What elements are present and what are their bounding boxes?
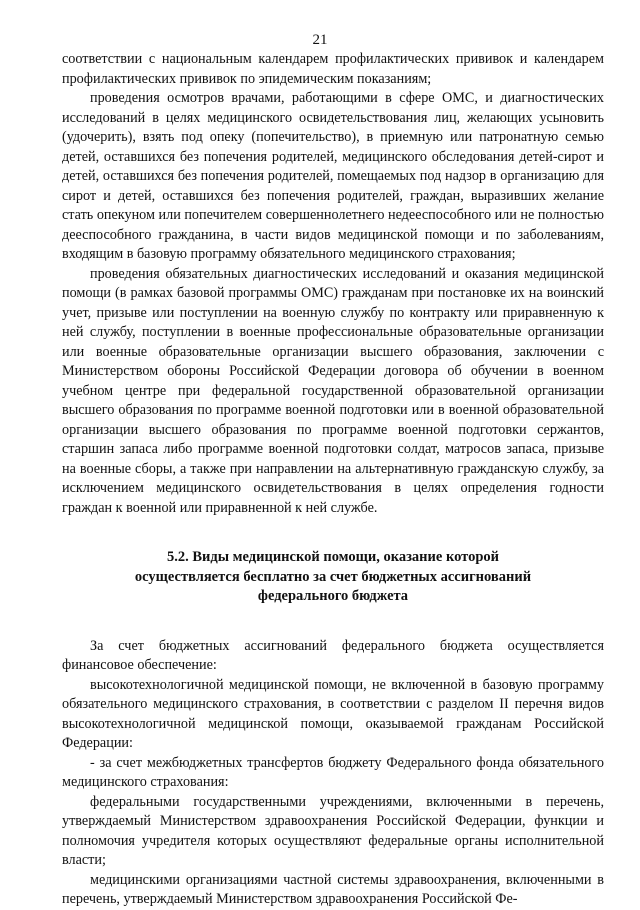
section-heading-line: 5.2. Виды медицинской помощи, оказание которой	[166, 549, 500, 565]
paragraph-interbudget-transfers: - за счет межбюджетных трансфертов бюджету Федерального фонда обязательного медицинского страхования:	[62, 754, 604, 790]
section-heading-5-2	[62, 548, 604, 607]
paragraph-high-tech-care: высокотехнологичной медицинской помощи, не включенной в базовую программу обязательного медицинского страхования, в соответствии с разделом II перечня видов высокотехнологичной медицинской помощи, оказываемой гражданам Российской Федерации:	[62, 676, 604, 751]
paragraph-federal-institutions: федеральными государственными учреждениями, включенными в перечень, утверждаемый Министерством здравоохранения Российской Федерации, функции и полномочия учредителя которых осуществляют федеральные органы исполнительной власти;	[62, 793, 604, 868]
page-number: 21	[312, 32, 328, 48]
section-heading-line: федерального бюджета	[257, 588, 409, 604]
paragraph-private-organizations: медицинскими организациями частной системы здравоохранения, включенными в перечень, утверждаемый Министерством здравоохранения Российской Фе-	[62, 871, 604, 907]
section-heading-line: осуществляется бесплатно за счет бюджетных ассигнований	[134, 568, 532, 585]
paragraph-adoption-examinations: проведения осмотров врачами, работающими в сфере ОМС, и диагностических исследований в целях медицинского освидетельствования лиц, желающих усыновить (удочерить), взять под опеку (попечительство), в приемную или патронатную семью детей, оставшихся без попечения родителей, медицинского обследования детей-сирот и детей, оставшихся без попечения родителей, помещаемых под надзор в организацию для сирот и детей, оставшихся без попечения родителей, граждан, выразивших желание стать опекуном или попечителем совершеннолетнего недееспособного или не полностью дееспособного гражданина, в части видов медицинской помощи и по заболеваниям, входящим в базовую программу обязательного медицинского страхования;	[62, 90, 605, 262]
paragraph-continuation: соответствии с национальным календарем профилактических прививок и календарем профилактических прививок по эпидемическим показаниям;	[62, 51, 604, 87]
document-body	[62, 50, 604, 910]
paragraph-federal-funding-intro: За счет бюджетных ассигнований федерального бюджета осуществляется финансовое обеспечение:	[62, 637, 604, 673]
paragraph-military-examinations: проведения обязательных диагностических исследований и оказания медицинской помощи (в рамках базовой программы ОМС) гражданам при постановке их на воинский учет, призыве или поступлении на военную службу по контракту или приравненную к ней службу, поступлении в военные профессиональные образовательные организации или военные образовательные организации высшего образования, заключении с Министерством обороны Российской Федерации договора об обучении в военном учебном центре при федеральной государственной образовательной организации высшего образования по программе военной подготовки или в военной образовательной организации высшего образования по программе военной подготовки сержантов, старшин запаса либо программе военной подготовки солдат, матросов запаса, призыве на военные сборы, а также при направлении на альтернативную гражданскую службу, за исключением медицинского освидетельствования в целях определения годности граждан к военной или приравненной к ней службе.	[62, 265, 604, 516]
